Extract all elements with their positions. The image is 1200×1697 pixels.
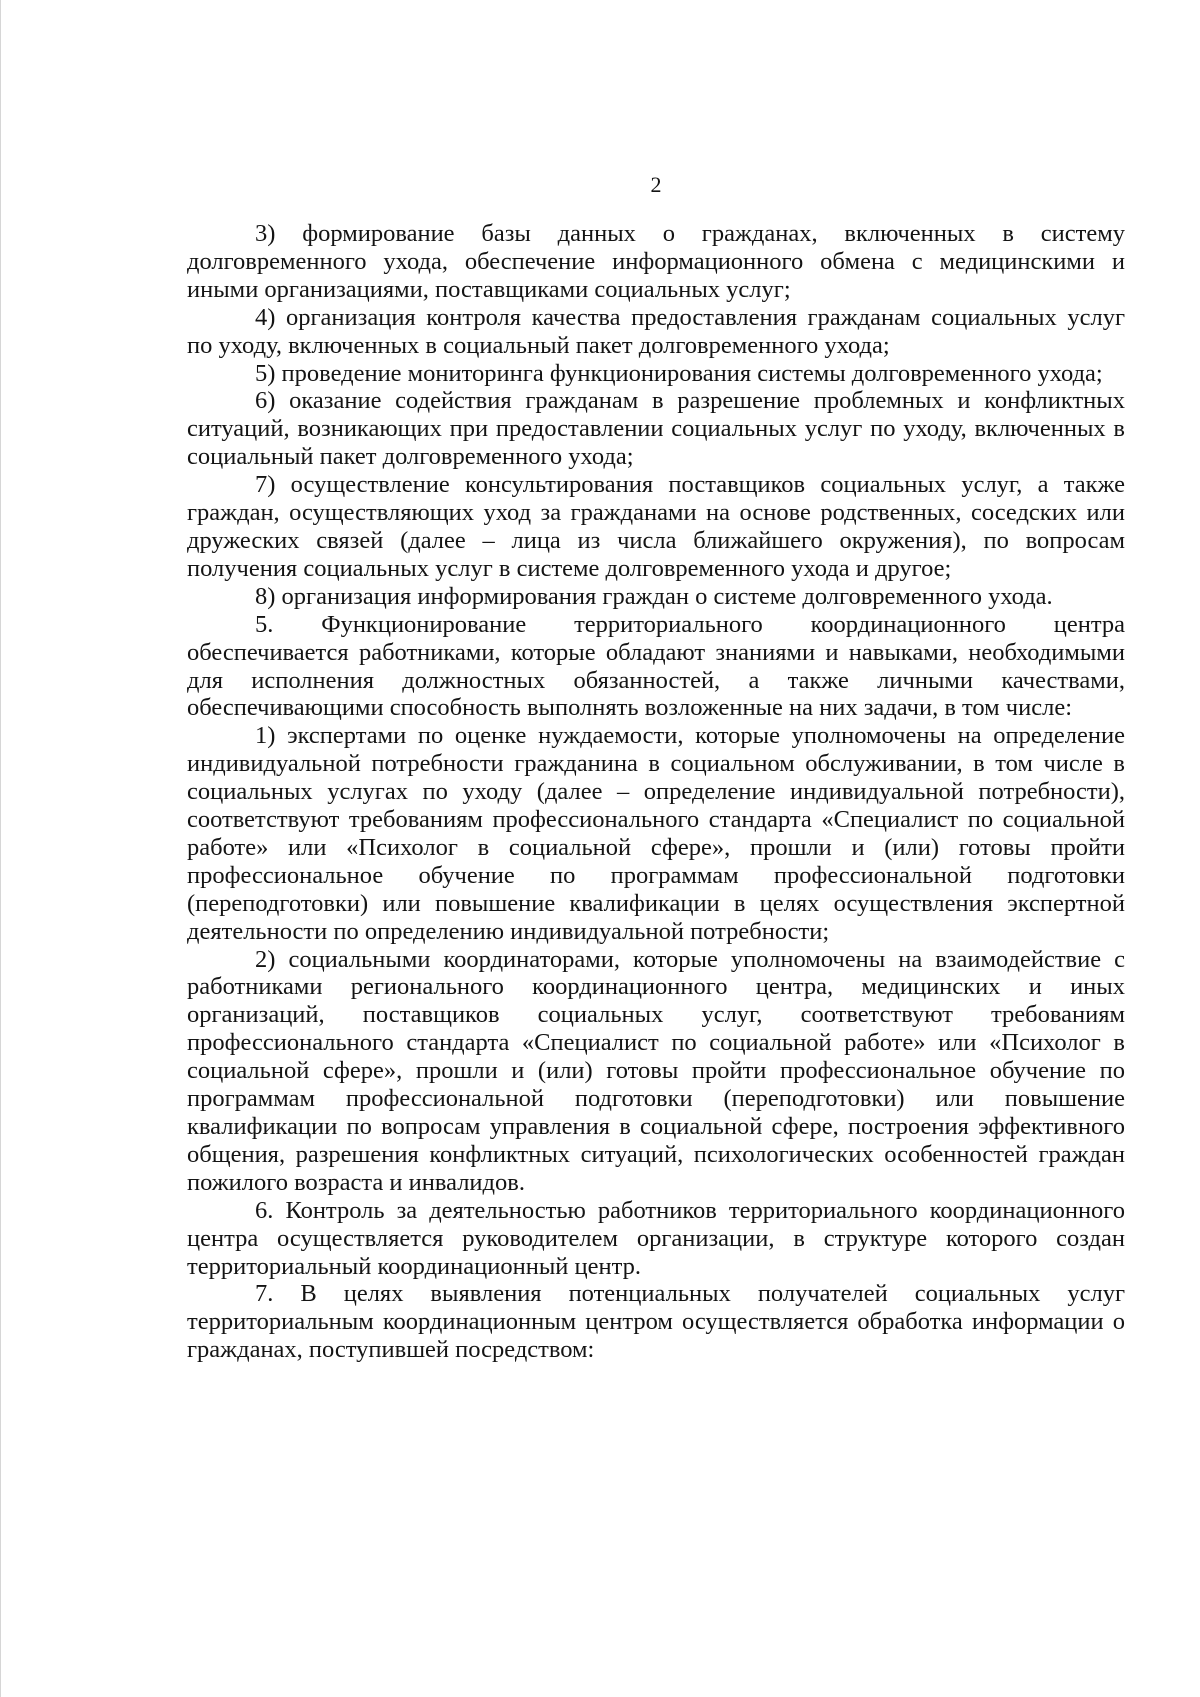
paragraph-item-4: 4) организация контроля качества предоставления гражданам социальных услуг по уходу, включенных в социальный пакет долговременного ухода; [187,303,1125,359]
paragraph-section-7: 7. В целях выявления потенциальных получателей социальных услуг территориальным координационным центром осуществляется обработка информации о гражданах, поступившей посредством: [187,1280,1125,1364]
paragraph-subitem-2: 2) социальными координаторами, которые уполномочены на взаимодействие с работниками регионального координационного центра, медицинских и иных организаций, поставщиков социальных услуг, соответствуют требованиям профессионального стандарта «Специалист по социальной работе» или «Психолог в социальной сфере», прошли и (или) готовы пройти профессиональное обучение по программам профессиональной подготовки (переподготовки) или повышение квалификации по вопросам управления в социальной сфере, построения эффективного общения, разрешения конфликтных ситуаций, психологических особенностей граждан пожилого возраста и инвалидов. [187,945,1125,1196]
paragraph-subitem-1: 1) экспертами по оценке нуждаемости, которые уполномочены на определение индивидуальной потребности гражданина в социальном обслуживании, в том числе в социальных услугах по уходу (далее – определение индивидуальной потребности), соответствуют требованиям профессионального стандарта «Специалист по социальной работе» или «Психолог в социальной сфере», прошли и (или) готовы пройти профессиональное обучение по программам профессиональной подготовки (переподготовки) или повышение квалификации в целях осуществления экспертной деятельности по определению индивидуальной потребности; [187,722,1125,945]
document-body [187,220,1125,1364]
paragraph-item-7: 7) осуществление консультирования поставщиков социальных услуг, а также граждан, осуществляющих уход за гражданами на основе родственных, соседских или дружеских связей (далее – лица из числа ближайшего окружения), по вопросам получения социальных услуг в системе долговременного ухода и другое; [187,471,1125,582]
paragraph-item-6: 6) оказание содействия гражданам в разрешение проблемных и конфликтных ситуаций, возникающих при предоставлении социальных услуг по уходу, включенных в социальный пакет долговременного ухода; [187,387,1125,471]
paragraph-item-5: 5) проведение мониторинга функционирования системы долговременного ухода; [255,359,1103,387]
paragraph-item-8: 8) организация информирования граждан о системе долговременного ухода. [255,582,1053,610]
paragraph-item-3: 3) формирование базы данных о гражданах, включенных в систему долговременного ухода, обеспечение информационного обмена с медицинскими и иными организациями, поставщиками социальных услуг; [187,220,1125,303]
paragraph-section-6: 6. Контроль за деятельностью работников территориального координационного центра осуществляется руководителем организации, в структуре которого создан территориальный координационный центр. [187,1196,1125,1280]
paragraph-section-5: 5. Функционирование территориального координационного центра обеспечивается работниками, которые обладают знаниями и навыками, необходимыми для исполнения должностных обязанностей, а также личными качествами, обеспечивающими способность выполнять возложенные на них задачи, в том числе: [187,610,1125,722]
page-number: 2 [650,172,662,197]
